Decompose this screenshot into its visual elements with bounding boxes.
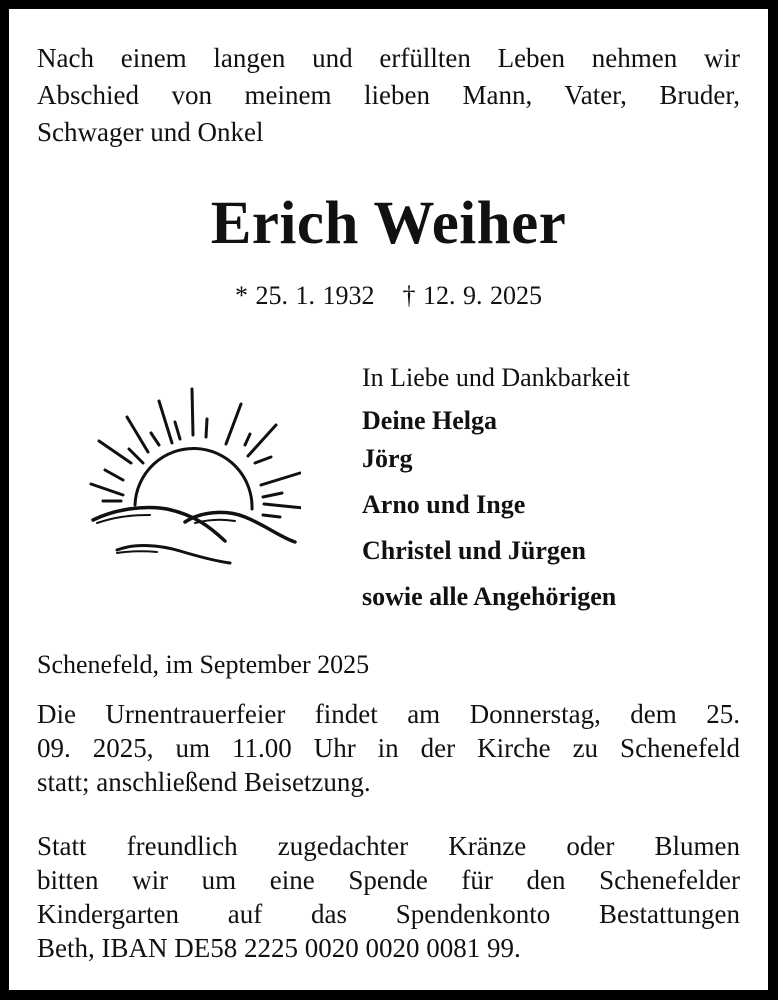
sunrise-over-hills-icon (75, 377, 301, 571)
intro-text (37, 40, 740, 151)
deceased-name: Erich Weiher (210, 190, 567, 257)
donation-line: Kindergarten auf das Spendenkonto Bestattungen (37, 899, 740, 929)
ceremony-line: Die Urnentrauerfeier findet am Donnerstag, dem 25. (37, 699, 740, 729)
mourners-list (362, 361, 630, 617)
donation-line: Statt freundlich zugedachter Kränze oder Blumen (37, 831, 740, 861)
donation-line: bitten wir um eine Spende für den Schenefelder (37, 865, 740, 895)
intro-line: Abschied von meinem lieben Mann, Vater, Bruder, (37, 80, 740, 110)
intro-line: Schwager und Onkel (37, 117, 264, 147)
ceremony-line: statt; anschließend Beisetzung. (37, 767, 371, 797)
mourner: sowie alle Angehörigen (362, 582, 617, 611)
mourner: Arno und Inge (362, 490, 526, 519)
mourner: Christel und Jürgen (362, 536, 586, 565)
ceremony-paragraph (37, 697, 740, 799)
ceremony-line: 09. 2025, um 11.00 Uhr in der Kirche zu Schenefeld (37, 733, 740, 763)
mourner: Deine Helga (362, 406, 498, 435)
place-date: Schenefeld, im September 2025 (37, 650, 370, 679)
intro-line: Nach einem langen und erfüllten Leben nehmen wir (37, 43, 740, 73)
death-date: † 12. 9. 2025 (402, 281, 542, 310)
greeting: In Liebe und Dankbarkeit (362, 363, 630, 392)
birth-date: * 25. 1. 1932 (235, 281, 375, 310)
life-dates (9, 281, 768, 311)
mourner: Jörg (362, 444, 413, 473)
donation-line: Beth, IBAN DE58 2225 0020 0020 0081 99. (37, 933, 521, 963)
obituary-notice (9, 9, 768, 990)
donation-paragraph (37, 829, 740, 965)
